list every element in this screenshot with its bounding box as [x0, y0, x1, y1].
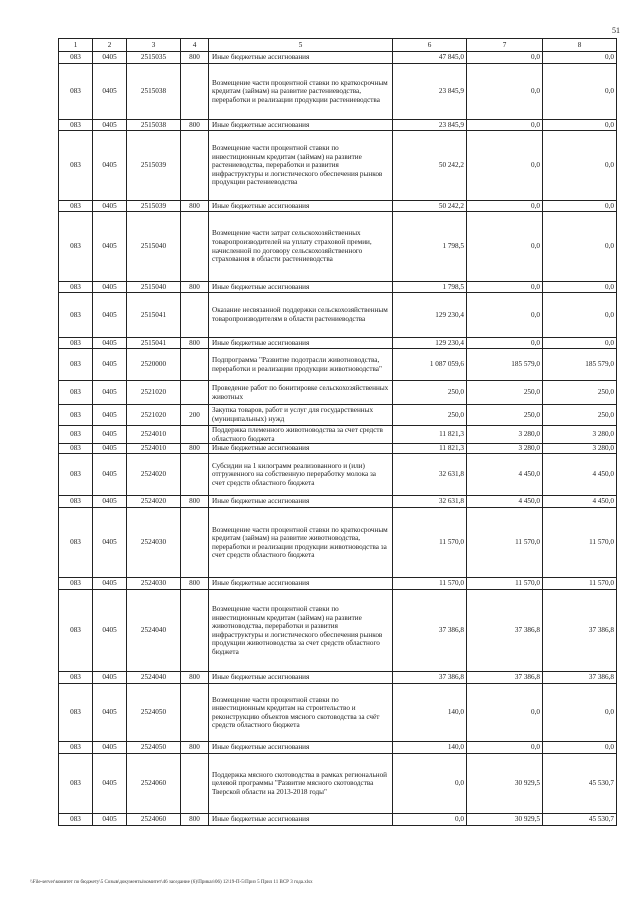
table-row	[59, 754, 617, 814]
expense-type-cell	[181, 212, 209, 282]
target-article-cell: 2515041	[127, 338, 181, 349]
section-code-cell: 0405	[93, 405, 127, 426]
table-row	[59, 578, 617, 590]
expense-type-cell	[181, 590, 209, 672]
ministry-code-cell: 083	[59, 426, 93, 444]
section-code-cell: 0405	[93, 52, 127, 64]
amount-year1-cell: 129 230,4	[393, 293, 467, 338]
description-cell: Возмещение части затрат сельскохозяйственных товаропроизводителей на уплату страховой премии, начисленной по договору сельскохозяйственного страхования в области растениеводства	[209, 212, 393, 282]
table-row	[59, 590, 617, 672]
amount-year2-cell: 0,0	[467, 742, 543, 754]
amount-year2-cell: 4 450,0	[467, 496, 543, 508]
amount-year1-cell: 1 798,5	[393, 212, 467, 282]
expense-type-cell	[181, 508, 209, 578]
target-article-cell: 2515041	[127, 293, 181, 338]
expense-type-cell: 800	[181, 672, 209, 684]
description-cell: Возмещение части процентной ставки по инвестиционным кредитам (займам) на развитие растениеводства, переработки и развития инфраструктуры и логистического обеспечения рынков продукции растениеводства	[209, 131, 393, 201]
description-cell: Возмещение части процентной ставки по краткосрочным кредитам (займам) на развитие растениеводства, переработки и реализации продукции растениеводства	[209, 64, 393, 120]
amount-year1-cell: 37 386,8	[393, 672, 467, 684]
amount-year3-cell: 3 280,0	[543, 444, 617, 454]
section-code-cell: 0405	[93, 444, 127, 454]
amount-year2-cell: 4 450,0	[467, 454, 543, 496]
amount-year3-cell: 45 530,7	[543, 754, 617, 814]
amount-year3-cell: 0,0	[543, 282, 617, 293]
page-number: 51	[612, 26, 620, 35]
header-cell: 2	[93, 39, 127, 52]
ministry-code-cell: 083	[59, 405, 93, 426]
section-code-cell: 0405	[93, 684, 127, 742]
amount-year2-cell: 0,0	[467, 64, 543, 120]
expense-type-cell: 800	[181, 814, 209, 826]
section-code-cell: 0405	[93, 212, 127, 282]
section-code-cell: 0405	[93, 426, 127, 444]
ministry-code-cell: 083	[59, 684, 93, 742]
section-code-cell: 0405	[93, 381, 127, 405]
section-code-cell: 0405	[93, 131, 127, 201]
expense-type-cell: 800	[181, 496, 209, 508]
target-article-cell: 2515040	[127, 282, 181, 293]
expense-type-cell: 800	[181, 201, 209, 212]
expense-type-cell	[181, 754, 209, 814]
amount-year2-cell: 0,0	[467, 282, 543, 293]
table-body	[59, 39, 617, 826]
amount-year1-cell: 50 242,2	[393, 131, 467, 201]
table-row	[59, 742, 617, 754]
expense-type-cell	[181, 349, 209, 381]
amount-year1-cell: 47 845,0	[393, 52, 467, 64]
target-article-cell: 2524040	[127, 672, 181, 684]
amount-year3-cell: 0,0	[543, 64, 617, 120]
table-row	[59, 212, 617, 282]
amount-year3-cell: 250,0	[543, 381, 617, 405]
amount-year2-cell: 30 929,5	[467, 814, 543, 826]
description-cell: Иные бюджетные ассигнования	[209, 444, 393, 454]
ministry-code-cell: 083	[59, 496, 93, 508]
table-row	[59, 201, 617, 212]
target-article-cell: 2524010	[127, 426, 181, 444]
amount-year1-cell: 11 570,0	[393, 508, 467, 578]
table-row	[59, 52, 617, 64]
amount-year2-cell: 3 280,0	[467, 426, 543, 444]
target-article-cell: 2515039	[127, 201, 181, 212]
amount-year3-cell: 0,0	[543, 212, 617, 282]
header-cell: 7	[467, 39, 543, 52]
amount-year1-cell: 32 631,8	[393, 496, 467, 508]
target-article-cell: 2524060	[127, 754, 181, 814]
table-row	[59, 444, 617, 454]
amount-year2-cell: 30 929,5	[467, 754, 543, 814]
section-code-cell: 0405	[93, 201, 127, 212]
amount-year2-cell: 0,0	[467, 684, 543, 742]
section-code-cell: 0405	[93, 496, 127, 508]
expense-type-cell	[181, 454, 209, 496]
section-code-cell: 0405	[93, 742, 127, 754]
target-article-cell: 2524020	[127, 496, 181, 508]
amount-year2-cell: 250,0	[467, 381, 543, 405]
section-code-cell: 0405	[93, 672, 127, 684]
amount-year3-cell: 4 450,0	[543, 496, 617, 508]
ministry-code-cell: 083	[59, 201, 93, 212]
target-article-cell: 2524020	[127, 454, 181, 496]
description-cell: Подпрограмма "Развитие подотрасли животноводства, переработки и реализации продукции животноводства"	[209, 349, 393, 381]
expense-type-cell: 800	[181, 578, 209, 590]
description-cell: Иные бюджетные ассигнования	[209, 496, 393, 508]
table-row	[59, 426, 617, 444]
amount-year3-cell: 4 450,0	[543, 454, 617, 496]
table-row	[59, 684, 617, 742]
section-code-cell: 0405	[93, 754, 127, 814]
target-article-cell: 2524050	[127, 684, 181, 742]
amount-year1-cell: 1 087 059,6	[393, 349, 467, 381]
ministry-code-cell: 083	[59, 381, 93, 405]
description-cell: Иные бюджетные ассигнования	[209, 672, 393, 684]
amount-year3-cell: 45 530,7	[543, 814, 617, 826]
amount-year2-cell: 37 386,8	[467, 590, 543, 672]
amount-year1-cell: 129 230,4	[393, 338, 467, 349]
description-cell: Иные бюджетные ассигнования	[209, 120, 393, 131]
amount-year1-cell: 250,0	[393, 381, 467, 405]
description-cell: Поддержка племенного животноводства за счет средств областного бюджета	[209, 426, 393, 444]
target-article-cell: 2524060	[127, 814, 181, 826]
amount-year3-cell: 37 386,8	[543, 672, 617, 684]
target-article-cell: 2524030	[127, 578, 181, 590]
description-cell: Возмещение части процентной ставки по краткосрочным кредитам (займам) на развитие животноводства, переработки и реализации продукции животноводства за счет средств областного бюджета	[209, 508, 393, 578]
description-cell: Иные бюджетные ассигнования	[209, 742, 393, 754]
table-row	[59, 814, 617, 826]
section-code-cell: 0405	[93, 120, 127, 131]
amount-year1-cell: 0,0	[393, 754, 467, 814]
header-cell: 8	[543, 39, 617, 52]
section-code-cell: 0405	[93, 590, 127, 672]
amount-year2-cell: 3 280,0	[467, 444, 543, 454]
header-cell: 5	[209, 39, 393, 52]
ministry-code-cell: 083	[59, 814, 93, 826]
description-cell: Возмещение части процентной ставки по инвестиционным кредитам на строительство и реконструкцию объектов мясного скотоводства за счёт средств областного бюджета	[209, 684, 393, 742]
amount-year3-cell: 0,0	[543, 742, 617, 754]
description-cell: Иные бюджетные ассигнования	[209, 282, 393, 293]
target-article-cell: 2521020	[127, 381, 181, 405]
ministry-code-cell: 083	[59, 282, 93, 293]
section-code-cell: 0405	[93, 282, 127, 293]
amount-year2-cell: 37 386,8	[467, 672, 543, 684]
section-code-cell: 0405	[93, 349, 127, 381]
section-code-cell: 0405	[93, 578, 127, 590]
target-article-cell: 2515040	[127, 212, 181, 282]
amount-year1-cell: 0,0	[393, 814, 467, 826]
table-row	[59, 64, 617, 120]
amount-year1-cell: 50 242,2	[393, 201, 467, 212]
target-article-cell: 2515035	[127, 52, 181, 64]
table-row	[59, 131, 617, 201]
ministry-code-cell: 083	[59, 754, 93, 814]
description-cell: Иные бюджетные ассигнования	[209, 338, 393, 349]
expense-type-cell: 800	[181, 444, 209, 454]
amount-year1-cell: 23 845,9	[393, 64, 467, 120]
amount-year2-cell: 0,0	[467, 212, 543, 282]
table-row	[59, 381, 617, 405]
table-row	[59, 496, 617, 508]
ministry-code-cell: 083	[59, 454, 93, 496]
amount-year3-cell: 250,0	[543, 405, 617, 426]
table-row	[59, 405, 617, 426]
expense-type-cell: 800	[181, 120, 209, 131]
amount-year2-cell: 185 579,0	[467, 349, 543, 381]
amount-year3-cell: 0,0	[543, 52, 617, 64]
section-code-cell: 0405	[93, 64, 127, 120]
description-cell: Возмещение части процентной ставки по инвестиционным кредитам (займам) на развитие животноводства, переработки и развития инфраструктуры и логистического обеспечения рынков продукции животноводства за счет средств областного бюджета	[209, 590, 393, 672]
expense-type-cell	[181, 293, 209, 338]
target-article-cell: 2524030	[127, 508, 181, 578]
header-cell: 6	[393, 39, 467, 52]
table-row	[59, 293, 617, 338]
section-code-cell: 0405	[93, 293, 127, 338]
amount-year2-cell: 0,0	[467, 293, 543, 338]
ministry-code-cell: 083	[59, 293, 93, 338]
amount-year2-cell: 11 570,0	[467, 578, 543, 590]
description-cell: Закупка товаров, работ и услуг для государственных (муниципальных) нужд	[209, 405, 393, 426]
amount-year1-cell: 250,0	[393, 405, 467, 426]
ministry-code-cell: 083	[59, 590, 93, 672]
ministry-code-cell: 083	[59, 444, 93, 454]
amount-year2-cell: 0,0	[467, 120, 543, 131]
ministry-code-cell: 083	[59, 212, 93, 282]
expense-type-cell	[181, 684, 209, 742]
expense-type-cell: 800	[181, 52, 209, 64]
description-cell: Иные бюджетные ассигнования	[209, 578, 393, 590]
amount-year2-cell: 0,0	[467, 201, 543, 212]
target-article-cell: 2515038	[127, 120, 181, 131]
description-cell: Проведение работ по бонитировке сельскохозяйственных животных	[209, 381, 393, 405]
table-row	[59, 454, 617, 496]
amount-year1-cell: 23 845,9	[393, 120, 467, 131]
ministry-code-cell: 083	[59, 64, 93, 120]
table-row	[59, 349, 617, 381]
table-header-row	[59, 39, 617, 52]
ministry-code-cell: 083	[59, 52, 93, 64]
description-cell: Иные бюджетные ассигнования	[209, 201, 393, 212]
amount-year1-cell: 140,0	[393, 742, 467, 754]
header-cell: 4	[181, 39, 209, 52]
target-article-cell: 2524050	[127, 742, 181, 754]
amount-year2-cell: 0,0	[467, 131, 543, 201]
amount-year1-cell: 11 821,3	[393, 426, 467, 444]
amount-year3-cell: 11 570,0	[543, 508, 617, 578]
amount-year1-cell: 11 821,3	[393, 444, 467, 454]
ministry-code-cell: 083	[59, 742, 93, 754]
amount-year2-cell: 0,0	[467, 338, 543, 349]
target-article-cell: 2524010	[127, 444, 181, 454]
section-code-cell: 0405	[93, 338, 127, 349]
table-row	[59, 672, 617, 684]
target-article-cell: 2515038	[127, 64, 181, 120]
section-code-cell: 0405	[93, 454, 127, 496]
ministry-code-cell: 083	[59, 131, 93, 201]
target-article-cell: 2521020	[127, 405, 181, 426]
expense-type-cell	[181, 131, 209, 201]
ministry-code-cell: 083	[59, 120, 93, 131]
amount-year3-cell: 0,0	[543, 201, 617, 212]
expense-type-cell	[181, 426, 209, 444]
expense-type-cell: 200	[181, 405, 209, 426]
section-code-cell: 0405	[93, 508, 127, 578]
table-row	[59, 508, 617, 578]
target-article-cell: 2520000	[127, 349, 181, 381]
amount-year3-cell: 3 280,0	[543, 426, 617, 444]
description-cell: Поддержка мясного скотоводства в рамках региональной целевой программы "Развитие мясного скотоводства Тверской области на 2013-2018 годы"	[209, 754, 393, 814]
amount-year2-cell: 250,0	[467, 405, 543, 426]
amount-year3-cell: 0,0	[543, 120, 617, 131]
ministry-code-cell: 083	[59, 349, 93, 381]
expense-type-cell: 800	[181, 742, 209, 754]
amount-year1-cell: 32 631,8	[393, 454, 467, 496]
expense-type-cell: 800	[181, 282, 209, 293]
expense-type-cell: 800	[181, 338, 209, 349]
description-cell: Оказание несвязанной поддержки сельскохозяйственным товаропроизводителям в области растениеводства	[209, 293, 393, 338]
amount-year2-cell: 11 570,0	[467, 508, 543, 578]
expense-type-cell	[181, 64, 209, 120]
target-article-cell: 2524040	[127, 590, 181, 672]
amount-year3-cell: 37 386,8	[543, 590, 617, 672]
header-cell: 3	[127, 39, 181, 52]
budget-table	[58, 38, 617, 826]
expense-type-cell	[181, 381, 209, 405]
table-row	[59, 120, 617, 131]
target-article-cell: 2515039	[127, 131, 181, 201]
ministry-code-cell: 083	[59, 578, 93, 590]
amount-year1-cell: 37 386,8	[393, 590, 467, 672]
amount-year3-cell: 0,0	[543, 338, 617, 349]
amount-year1-cell: 1 798,5	[393, 282, 467, 293]
amount-year3-cell: 11 570,0	[543, 578, 617, 590]
amount-year3-cell: 0,0	[543, 684, 617, 742]
amount-year3-cell: 0,0	[543, 293, 617, 338]
description-cell: Субсидии на 1 килограмм реализованного и (или) отгруженного на собственную переработку молока за счет средств областного бюджета	[209, 454, 393, 496]
section-code-cell: 0405	[93, 814, 127, 826]
amount-year1-cell: 11 570,0	[393, 578, 467, 590]
amount-year1-cell: 140,0	[393, 684, 467, 742]
ministry-code-cell: 083	[59, 672, 93, 684]
table-row	[59, 338, 617, 349]
amount-year2-cell: 0,0	[467, 52, 543, 64]
table-row	[59, 282, 617, 293]
ministry-code-cell: 083	[59, 508, 93, 578]
amount-year3-cell: 0,0	[543, 131, 617, 201]
description-cell: Иные бюджетные ассигнования	[209, 814, 393, 826]
ministry-code-cell: 083	[59, 338, 93, 349]
header-cell: 1	[59, 39, 93, 52]
amount-year3-cell: 185 579,0	[543, 349, 617, 381]
footer-file-path: \\File-server\комитет по бюджету\5 Созыв\документы\комитет\46 заседание (6)\Приказ\06) 12\19-П-5\Приз 5 Прил 11 ВСР 3 года.xlsx	[30, 880, 313, 885]
description-cell: Иные бюджетные ассигнования	[209, 52, 393, 64]
